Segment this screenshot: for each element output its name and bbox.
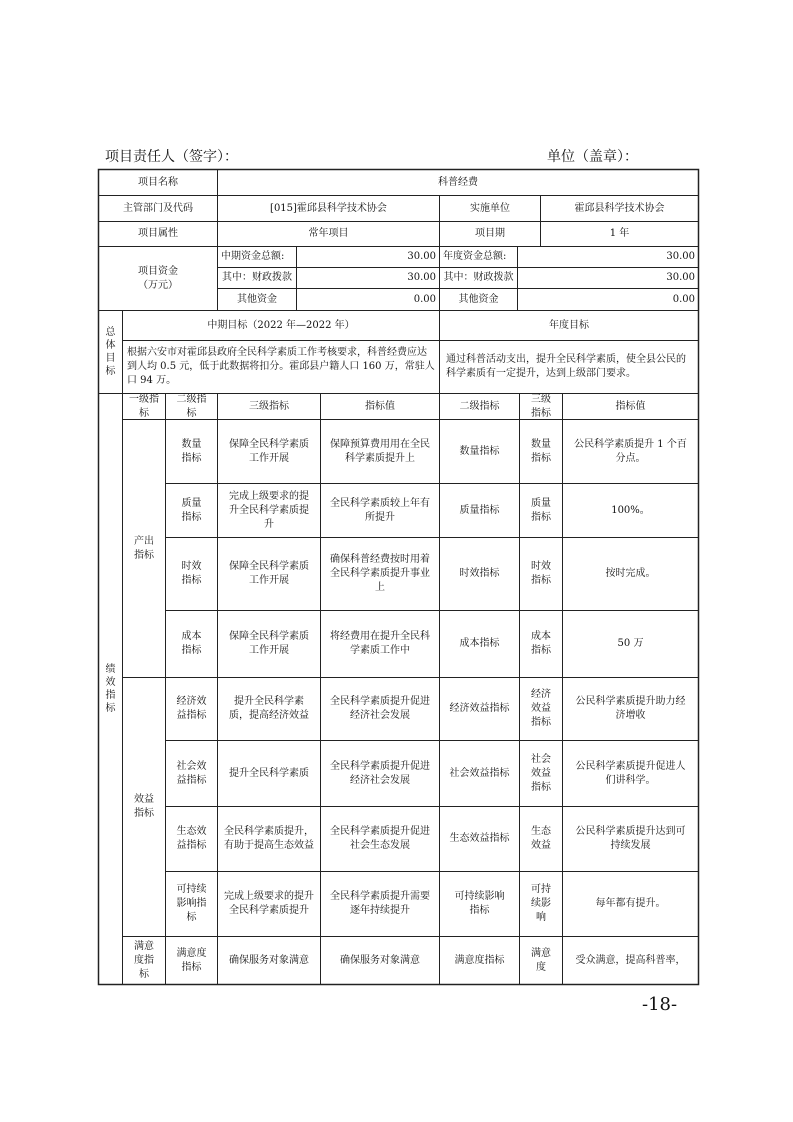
benefit-indicators-label: 效益指标 [134, 794, 154, 819]
row-year-level2: 时效指标 [459, 568, 500, 579]
row-year-value: 受众满意，提高科普率， [575, 954, 686, 966]
row-level2: 经济效益指标 [176, 696, 207, 721]
year-total-value: 30.00 [666, 251, 695, 262]
row-year-level3: 社会效益指标 [531, 753, 551, 793]
row-year-level3: 生态效益 [531, 826, 551, 851]
row-year-level2: 成本指标 [459, 638, 500, 649]
row-year-level3: 可持续影响 [531, 884, 551, 923]
dept-label: 主管部门及代码 [123, 202, 193, 214]
row-year-value: 每年都有提升。 [595, 898, 666, 909]
overall-goals-label: 总体目标 [105, 327, 116, 377]
row-year-level2: 质量指标 [459, 504, 500, 516]
attr-value: 常年项目 [308, 228, 349, 239]
row-value: 全民科学素质提升促进经济社会发展 [330, 760, 430, 786]
row-level2: 成本指标 [181, 631, 202, 656]
year-goal-text: 通过科普活动支出，提升全民科学素质，使全县公民的科学素质有一定提升，达到上级部门要求。 [446, 354, 686, 379]
row-value: 全民科学素质提升需要逐年持续提升 [330, 891, 430, 916]
row-year-level3: 质量指标 [531, 497, 551, 523]
row-year-level2: 可持续影响指标 [454, 891, 505, 916]
mid-fiscal-label: 其中：财政拨款 [222, 272, 292, 283]
row-level3: 提升全民科学素质 [229, 767, 309, 779]
row-year-value: 公民科学素质提升 1 个百分点。 [574, 438, 687, 464]
row-year-value: 50 万 [617, 638, 644, 649]
header-year-value: 指标值 [615, 400, 646, 412]
row-level2: 可持续影响指标 [176, 884, 207, 923]
row-level3: 完成上级要求的提升全民科学素质提升 [229, 490, 309, 530]
satisfaction-indicators-label: 满意度指标 [134, 940, 154, 980]
row-level2: 质量指标 [181, 497, 202, 523]
row-year-level3: 成本指标 [531, 631, 551, 656]
year-total-label: 年度资金总额: [443, 251, 507, 262]
header-value: 指标值 [365, 400, 395, 412]
row-level2: 满意度指标 [176, 947, 207, 973]
funds-label-line1: 项目资金 [138, 265, 178, 277]
row-level3: 保障全民科学素质工作开展 [229, 561, 309, 586]
header-level2: 二级指标 [176, 394, 207, 419]
output-indicators-label: 产出指标 [134, 535, 154, 561]
mid-total-label: 中期资金总额: [221, 251, 285, 262]
performance-indicators-label: 绩效指标 [105, 664, 116, 714]
period-label: 项目期 [475, 228, 505, 239]
mid-other-label: 其他资金 [237, 293, 277, 305]
header-level1: 一级指标 [129, 394, 159, 419]
row-level3: 确保服务对象满意 [229, 954, 309, 966]
row-level2: 社会效益指标 [176, 760, 207, 786]
funds-label-line2: （万元） [138, 279, 178, 291]
row-value: 全民科学素质提升促进社会生态发展 [330, 826, 430, 851]
row-level3: 保障全民科学素质工作开展 [229, 438, 309, 464]
mid-goal-text: 根据六安市对霍邱县政府全民科学素质工作考核要求，科普经费应达到人均 0.5 元，低于此数据将扣分。霍邱县户籍人口 160 万，常驻人口 94 万。 [127, 347, 435, 386]
year-other-label: 其他资金 [458, 293, 499, 305]
row-year-value: 公民科学素质提升促进人们讲科学。 [575, 760, 686, 786]
impl-label: 实施单位 [470, 202, 510, 214]
row-year-level3: 满意度 [531, 947, 551, 973]
row-level3: 保障全民科学素质工作开展 [229, 631, 309, 656]
row-level3: 全民科学素质提升，有助于提高生态效益 [224, 826, 314, 851]
mid-goal-header: 中期目标（2022 年—2022 年） [207, 319, 355, 331]
mid-fiscal-value: 30.00 [407, 272, 436, 283]
row-level3: 完成上级要求的提升全民科学素质提升 [224, 891, 314, 916]
period-value: 1 年 [609, 228, 630, 239]
project-name-value: 科普经费 [438, 176, 478, 188]
row-value: 确保科普经费按时用着全民科学素质提升事业上 [330, 554, 430, 593]
row-year-level3: 时效指标 [531, 561, 551, 586]
dept-value: [015]霍邱县科学技术协会 [270, 202, 387, 214]
row-year-level3: 数量指标 [531, 438, 551, 464]
unit-seal-label: 单位（盖章）： [547, 149, 638, 165]
row-year-level2: 社会效益指标 [449, 767, 510, 779]
row-year-level2: 生态效益指标 [449, 833, 510, 844]
mid-total-value: 30.00 [407, 251, 436, 262]
header-year-level3: 三级指标 [531, 394, 551, 419]
page-number: -18- [642, 994, 678, 1015]
row-year-value: 100%。 [611, 504, 650, 516]
mid-other-value: 0.00 [413, 293, 436, 305]
row-value: 确保服务对象满意 [340, 954, 420, 966]
row-year-level2: 数量指标 [459, 445, 500, 457]
project-leader-signature-label: 项目责任人（签字）： [105, 149, 238, 165]
row-year-level2: 经济效益指标 [449, 703, 510, 714]
funds-label [99, 247, 217, 310]
year-fiscal-label: 其中：财政拨款 [443, 272, 514, 283]
header-year-level2: 二级指标 [459, 400, 500, 412]
project-name-label: 项目名称 [138, 176, 178, 188]
row-level2: 时效指标 [181, 561, 202, 586]
row-value: 全民科学素质提升促进经济社会发展 [330, 696, 430, 721]
header-level3: 三级指标 [249, 400, 289, 412]
row-year-value: 公民科学素质提升达到可持续发展 [575, 826, 686, 851]
row-level3: 提升全民科学素质，提高经济效益 [229, 696, 309, 721]
year-goal-header: 年度目标 [549, 319, 589, 331]
row-level2: 数量指标 [181, 438, 202, 464]
impl-value: 霍邱县科学技术协会 [574, 202, 665, 214]
year-fiscal-value: 30.00 [666, 272, 695, 283]
row-year-value: 公民科学素质提升助力经济增收 [575, 696, 686, 721]
row-value: 保障预算费用用在全民科学素质提升上 [330, 438, 430, 464]
row-value: 将经费用在提升全民科学素质工作中 [330, 631, 430, 656]
year-other-value: 0.00 [672, 293, 695, 305]
row-year-level3: 经济效益指标 [531, 689, 551, 728]
row-year-level2: 满意度指标 [454, 954, 505, 966]
row-value: 全民科学素质较上年有所提升 [330, 497, 430, 523]
row-year-value: 按时完成。 [605, 568, 656, 579]
attr-label: 项目属性 [138, 228, 178, 239]
row-level2: 生态效益指标 [176, 826, 207, 851]
